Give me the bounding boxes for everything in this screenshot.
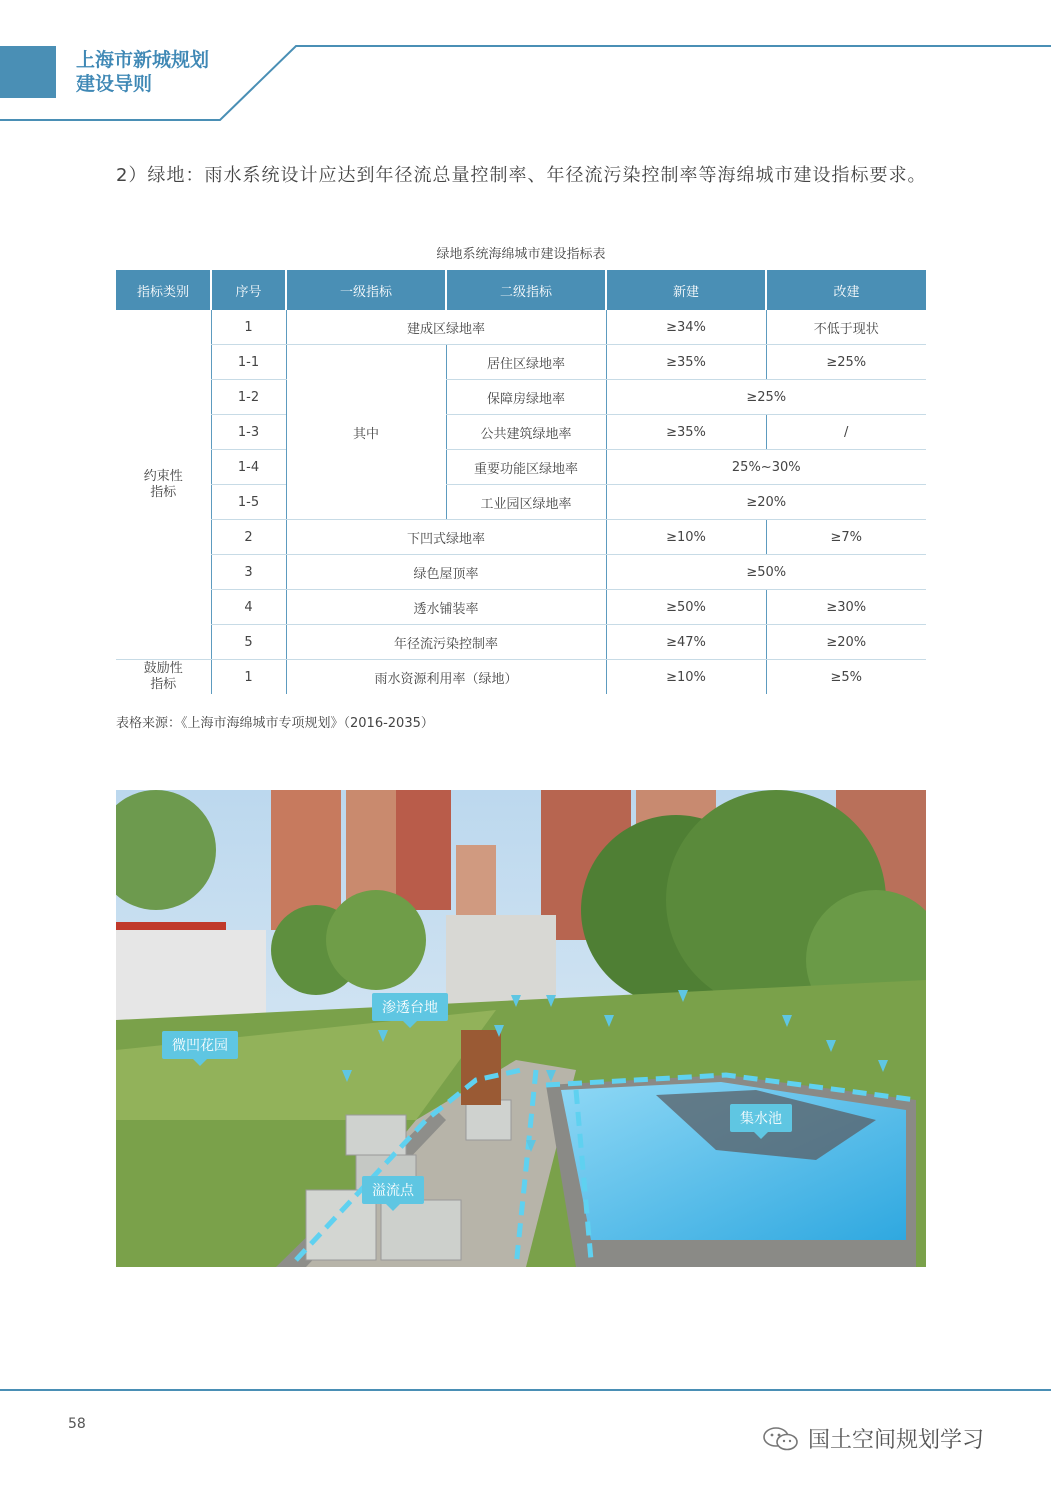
index-table: [116, 270, 926, 694]
footer-line: [0, 1389, 1051, 1391]
row-indicator: 透水铺装率: [286, 590, 606, 625]
row-number: 1-2: [211, 380, 286, 415]
table-title: 绿地系统海绵城市建设指标表: [436, 247, 606, 262]
table-row: [116, 450, 926, 485]
row-new: ≥47%: [606, 625, 766, 660]
table-row: [116, 660, 926, 695]
row-both: 25%~30%: [606, 450, 926, 485]
category-incentive: 鼓励性指标: [143, 661, 183, 692]
header-color-block: [0, 46, 56, 98]
wechat-icon: [762, 1426, 800, 1452]
row-renew: ≥25%: [766, 345, 926, 380]
table-row: [116, 590, 926, 625]
sponge-garden-photo: [116, 790, 926, 1267]
row-renew: ≥7%: [766, 520, 926, 555]
table-row: [116, 485, 926, 520]
header-level1: 一级指标: [286, 270, 446, 310]
row-renew: ≥5%: [766, 660, 926, 695]
row-both: ≥50%: [606, 555, 926, 590]
table-row: [116, 520, 926, 555]
intro-paragraph: 2）绿地：雨水系统设计应达到年径流总量控制率、年径流污染控制率等海绵城市建设指标要求。: [116, 165, 927, 186]
row-indicator: 重要功能区绿地率: [446, 450, 606, 485]
table-row: [116, 625, 926, 660]
row-both: ≥20%: [606, 485, 926, 520]
row-new: ≥34%: [606, 310, 766, 345]
row-indicator: 绿色屋顶率: [286, 555, 606, 590]
row-number: 1-3: [211, 415, 286, 450]
row-new: ≥35%: [606, 415, 766, 450]
label-infiltration-terrace: 渗透台地: [372, 993, 448, 1021]
table-row: [116, 310, 926, 345]
row-indicator: 年径流污染控制率: [286, 625, 606, 660]
table-header-row: [116, 270, 926, 310]
table-row: [116, 380, 926, 415]
row-number: 2: [211, 520, 286, 555]
header-title-line1: 上海市新城规划: [76, 49, 210, 71]
row-indicator: 建成区绿地率: [286, 310, 606, 345]
row-new: ≥10%: [606, 520, 766, 555]
row-number: 1: [211, 660, 286, 695]
header-number: 序号: [211, 270, 286, 310]
row-number: 1: [211, 310, 286, 345]
row-indicator: 雨水资源利用率（绿地）: [286, 660, 606, 695]
table-row: [116, 415, 926, 450]
watermark: [762, 1423, 984, 1454]
row-number: 5: [211, 625, 286, 660]
page-number: 58: [68, 1416, 86, 1432]
table-row: [116, 345, 926, 380]
middle-label: 其中: [286, 345, 446, 520]
label-overflow-point: 溢流点: [362, 1176, 424, 1204]
row-number: 4: [211, 590, 286, 625]
row-indicator: 下凹式绿地率: [286, 520, 606, 555]
row-number: 1-1: [211, 345, 286, 380]
header-title: [76, 48, 209, 96]
row-renew: /: [766, 415, 926, 450]
header-category: 指标类别: [116, 270, 211, 310]
row-renew: ≥20%: [766, 625, 926, 660]
watermark-text: 国土空间规划学习: [808, 1428, 985, 1453]
row-number: 1-5: [211, 485, 286, 520]
row-new: ≥35%: [606, 345, 766, 380]
row-new: ≥10%: [606, 660, 766, 695]
row-new: ≥50%: [606, 590, 766, 625]
row-indicator: 工业园区绿地率: [446, 485, 606, 520]
header-new: 新建: [606, 270, 766, 310]
row-number: 3: [211, 555, 286, 590]
row-indicator: 居住区绿地率: [446, 345, 606, 380]
table-source: 表格来源：《上海市海绵城市专项规划》（2016-2035）: [116, 716, 434, 731]
header-level2: 二级指标: [446, 270, 606, 310]
row-number: 1-4: [211, 450, 286, 485]
row-indicator: 公共建筑绿地率: [446, 415, 606, 450]
header-renew: 改建: [766, 270, 926, 310]
label-micro-garden: 微凹花园: [162, 1031, 238, 1059]
row-renew: ≥30%: [766, 590, 926, 625]
row-renew: 不低于现状: [766, 310, 926, 345]
label-collection-pool: 集水池: [730, 1104, 792, 1132]
row-both: ≥25%: [606, 380, 926, 415]
category-binding: 约束性指标: [116, 310, 211, 660]
header-title-line2: 建设导则: [76, 73, 153, 95]
table-row: [116, 555, 926, 590]
row-indicator: 保障房绿地率: [446, 380, 606, 415]
